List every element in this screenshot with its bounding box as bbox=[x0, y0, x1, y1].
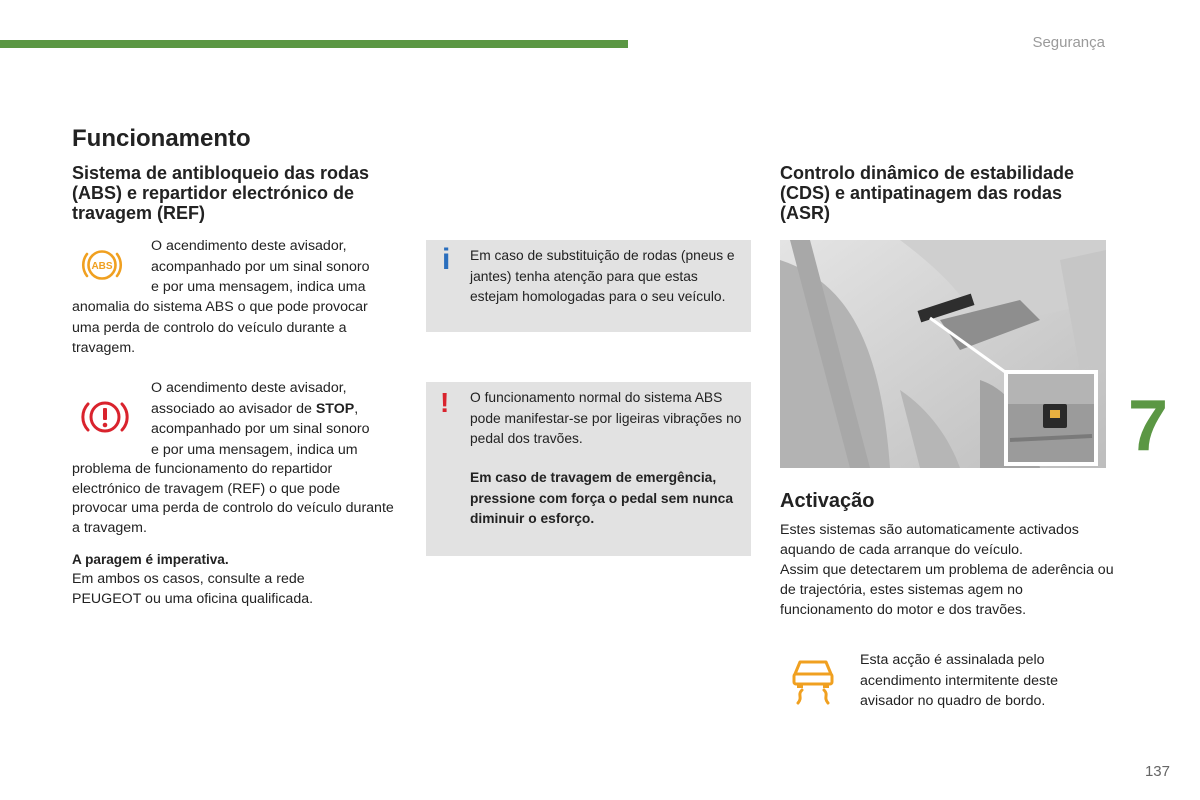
ref-description-rest: problema de funcionamento do repartidor electrónico de travagem (REF) o que pode provocar uma perda de controlo do veículo durante a travagem. bbox=[72, 461, 394, 536]
brake-warning-icon bbox=[80, 394, 130, 440]
page-title: Funcionamento bbox=[72, 125, 251, 152]
abs-ref-heading: Sistema de antibloqueio das rodas (ABS) e repartidor electrónico de travagem (REF) bbox=[72, 163, 370, 223]
abs-description-rest: anomalia do sistema ABS o que pode provocar uma perda de controlo do veículo durante a travagem. bbox=[72, 299, 368, 356]
info-note bbox=[426, 240, 751, 332]
activation-text-2: Assim que detectarem um problema de aderência ou de trajectória, estes sistemas agem no funcionamento do motor e dos travões. bbox=[780, 562, 1114, 618]
warning-icon: ! bbox=[440, 387, 450, 418]
skid-control-icon bbox=[790, 656, 836, 706]
info-note-text: Em caso de substituição de rodas (pneus e jantes) tenha atenção para que estas estejam homologadas para o seu veículo. bbox=[470, 248, 735, 304]
warning-note-emphasis: Em caso de travagem de emergência, pressione com força o pedal sem nunca diminuir o esforço. bbox=[470, 470, 733, 526]
activation-heading: Activação bbox=[780, 490, 875, 512]
cds-asr-heading: Controlo dinâmico de estabilidade (CDS) e antipatinagem das rodas (ASR) bbox=[780, 163, 1075, 223]
dashboard-button-photo bbox=[780, 240, 1106, 468]
abs-warning-icon bbox=[80, 243, 124, 287]
page-number: 137 bbox=[1144, 763, 1170, 780]
warning-note bbox=[426, 382, 751, 556]
dealer-advice: Em ambos os casos, consulte a rede PEUGEOT ou uma oficina qualificada. bbox=[72, 571, 314, 607]
section-label: Segurança bbox=[1032, 34, 1105, 51]
indicator-text: Esta acção é assinalada pelo acendimento intermitente deste avisador no quadro de bordo. bbox=[860, 652, 1058, 709]
header-accent-bar bbox=[0, 40, 628, 48]
warning-note-text: O funcionamento normal do sistema ABS pode manifestar-se por ligeiras vibrações no pedal dos travões. bbox=[470, 390, 742, 446]
imperative-stop: A paragem é imperativa. bbox=[72, 552, 229, 567]
ref-description-top: O acendimento deste avisador, associado ao avisador de STOP, acompanhado por um sinal sonoro e por uma mensagem, indica um bbox=[151, 380, 370, 458]
activation-text: Estes sistemas são automaticamente activados aquando de cada arranque do veículo. bbox=[780, 522, 1079, 558]
info-icon: i bbox=[442, 243, 451, 276]
abs-description-top: O acendimento deste avisador, acompanhado por um sinal sonoro e por uma mensagem, indica uma bbox=[151, 238, 370, 295]
chapter-number: 7 bbox=[1128, 386, 1169, 466]
abs-icon-label: ABS bbox=[91, 261, 113, 272]
